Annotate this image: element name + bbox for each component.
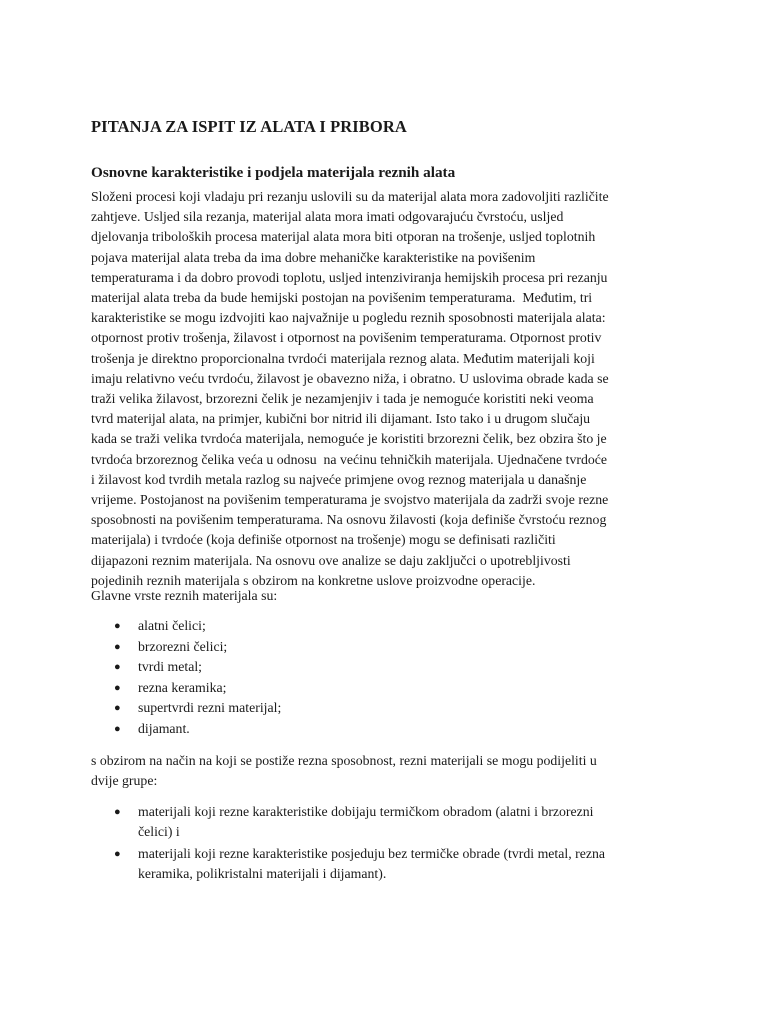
list-item-text: alatni čelici; (138, 618, 206, 633)
groups-list (91, 802, 685, 886)
main-types-intro: Glavne vrste reznih materijala su: (91, 588, 278, 603)
list-item-line: keramika, polikristalni materijali i dijamant). (138, 866, 387, 882)
bullet-icon: ● (114, 661, 121, 674)
body-line: kada se traži velika tvrdoća materijala, nemoguće je koristiti brzorezni čelik, bez obzira što je (91, 431, 607, 447)
list-item (91, 719, 685, 740)
bullet-icon: ● (114, 702, 121, 715)
groups-intro-line: dvije grupe: (91, 773, 158, 789)
bullet-icon: ● (114, 620, 121, 632)
list-item-text: brzorezni čelici; (138, 638, 228, 654)
bullet-icon: ● (114, 681, 121, 694)
list-item-line: materijali koji rezne karakteristike dobijaju termičkom obradom (alatni i brzorezni (138, 804, 594, 819)
body-line: djelovanja triboloških procesa materijal alata mora biti otporan na trošenje, usljed toplotnih (91, 229, 596, 245)
document-title: PITANJA ZA ISPIT IZ ALATA I PRIBORA (91, 117, 407, 136)
list-item (91, 616, 685, 637)
list-item-line: materijali koji rezne karakteristike posjeduju bez termičke obrade (tvrdi metal, rezna (138, 845, 605, 861)
body-line: i žilavost kod tvrdih metala razlog su najveće primjene ovog reznog materijala u današnje (91, 471, 587, 487)
bullet-icon: ● (114, 722, 121, 735)
bullet-icon: ● (114, 806, 121, 818)
list-item-text: dijamant. (138, 720, 190, 736)
body-line: pojedinih reznih materijala s obzirom na konkretne uslove proizvodne operacije. (91, 572, 536, 588)
list-item-text: rezna keramika; (138, 679, 227, 695)
body-line: tvrd materijal alata, na primjer, kubični bor nitrid ili dijamant. Isto tako i u drugom slučaju (91, 411, 591, 427)
body-line: karakteristike se mogu izdvojiti kao najvažnije u pogledu reznih sposobnosti materijala alata: (91, 310, 606, 326)
list-item (91, 657, 685, 678)
body-line: tvrdoća brzoreznog čelika veća u odnosu na većinu tehničkih materijala. Ujednačene tvrdoće (91, 451, 608, 467)
section-heading: Osnovne karakteristike i podjela materijala reznih alata (91, 164, 456, 181)
body-line: trošenja je direktno proporcionalna tvrdoći materijala reznog alata. Međutim materijali koji (91, 350, 595, 366)
body-paragraph (91, 187, 685, 591)
body-line: materijala) i tvrdoće (koja definiše otpornost na trošenje) mogu se definisati različiti (91, 532, 556, 548)
body-line: sposobnosti na povišenim temperaturama. Na osnovu žilavosti (koja definiše čvrstoću reznog (91, 512, 607, 528)
list-item (91, 698, 685, 719)
list-item-text: supertvrdi rezni materijal; (138, 700, 282, 716)
body-line: zahtjeve. Usljed sila rezanja, materijal alata mora imati odgovarajuću čvrstoću, usljed (91, 209, 564, 225)
list-item (91, 802, 685, 843)
body-line: traži velika žilavost, brzorezni čelik je nezamjenjiv i tada je nemoguće koristiti neki veoma (91, 391, 594, 407)
list-item-text: tvrdi metal; (138, 659, 202, 675)
body-line: pojava materijal alata treba da ima dobre mehaničke karakteristike na povišenim (91, 249, 536, 265)
list-item-line: čelici) i (138, 824, 180, 840)
list-item (91, 678, 685, 699)
body-line: materijal alata treba da bude hemijski postojan na povišenim temperaturama. Međutim, tri (91, 290, 593, 306)
body-line: temperaturama i da dobro provodi toplotu, usljed intenziviranja hemijskih procesa pri rezanju (91, 269, 608, 285)
body-line: imaju relativno veću tvrdoću, žilavost je obavezno niža, i obratno. U uslovima obrade kada se (91, 370, 609, 386)
body-line: otpornost protiv trošenja, žilavost i otpornost na povišenim temperaturama. Otpornost protiv (91, 330, 602, 346)
list-item (91, 637, 685, 658)
list-item (91, 844, 685, 885)
groups-intro-line: s obzirom na način na koji se postiže rezna sposobnost, rezni materijali se mogu podijeliti u (91, 753, 597, 768)
body-line: vrijeme. Postojanost na povišenim temperaturama je svojstvo materijala da zadrži svoje rezne (91, 492, 609, 508)
body-line: dijapazoni reznim materijala. Na osnovu ove analize se daju zaključci o upotrebljivosti (91, 552, 571, 568)
body-line: Složeni procesi koji vladaju pri rezanju uslovili su da materijal alata mora zadovoljiti različite (91, 189, 609, 204)
bullet-icon: ● (114, 847, 121, 860)
main-types-list (91, 616, 685, 740)
groups-intro (91, 751, 685, 792)
bullet-icon: ● (114, 640, 121, 653)
